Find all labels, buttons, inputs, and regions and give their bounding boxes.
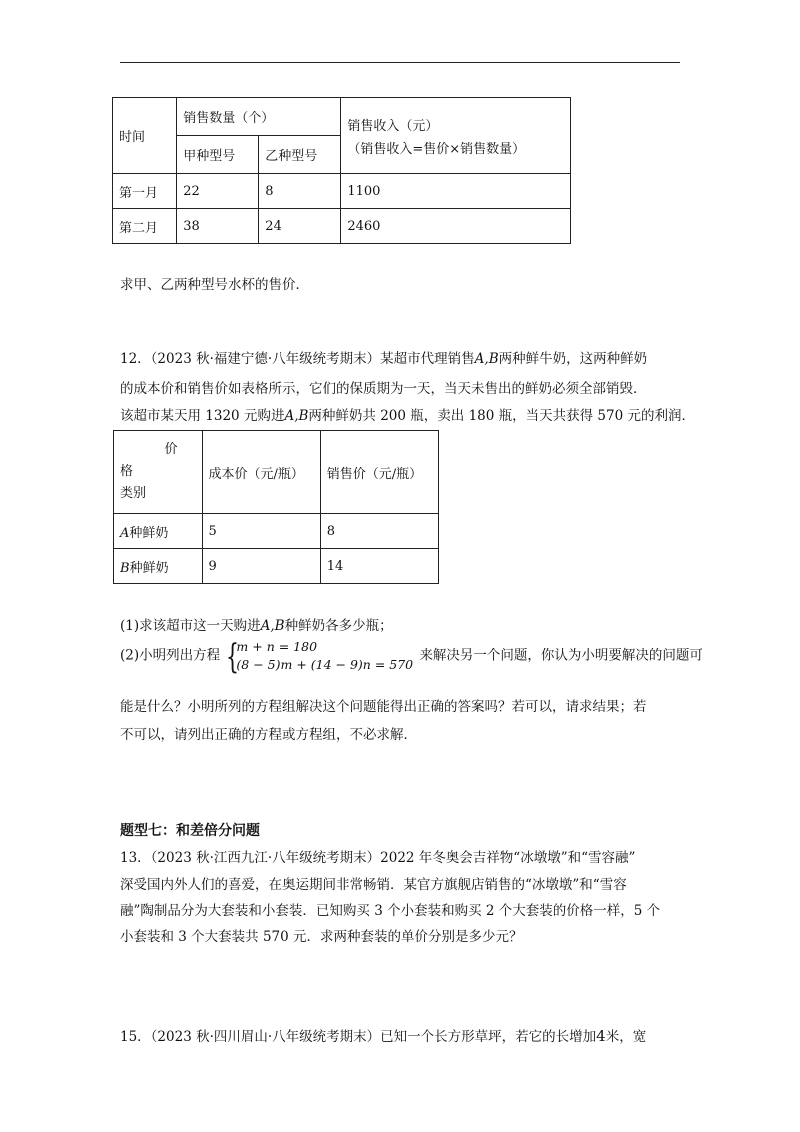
q12-sub2-line2: 能是什么？小明所列的方程组解决这个问题能得出正确的答案吗？若可以，请求结果；若 [120,699,647,715]
q12-line1: 12．（2023 秋·福建宁德·八年级统考期末）某超市代理销售A,B两种鲜牛奶，这两种鲜奶 [120,351,648,367]
header-type-a: 甲种型号 [177,136,259,174]
header-time: 时间 [113,98,177,174]
equation-system: { m + n = 180 (8 − 5)m + (14 − 9)n = 570 [226,637,414,677]
q12-sub1: (1)求该超市这一天购进A,B种鲜奶各多少瓶； [120,618,393,634]
header-quantity: 销售数量（个） [177,98,341,136]
q13-line2: 深受国内外人们的喜爱，在奥运期间非常畅销．某官方旗舰店销售的“冰墩墩”和“雪容 [120,877,627,893]
q13-line1: 13．（2023 秋·江西九江·八年级统考期末）2022 年冬奥会吉祥物“冰墩墩”和“雪容融” [120,850,636,866]
q11-question: 求甲、乙两种型号水杯的售价． [120,277,309,293]
table-row: 第一月 22 8 1100 [113,174,571,209]
q12-sub2-line3: 不可以，请列出正确的方程或方程组，不必求解． [120,727,417,743]
sales-table [112,97,571,244]
q13-line3: 融”陶制品分为大套装和小套装．已知购买 3 个小套装和购买 2 个大套装的价格一样，5 个 [120,903,661,919]
header-cost: 成本价（元/瓶） [202,431,320,514]
table-row: A种鲜奶 5 8 [114,514,439,549]
left-brace: { [226,637,240,677]
diagonal-header: 价 格 类别 [114,431,203,514]
table-row: B种鲜奶 9 14 [114,549,439,584]
header-type-b: 乙种型号 [259,136,341,174]
q12-sub2: (2)小明列出方程 { m + n = 180 (8 − 5)m + (14 − 9)n = 570 来解决另一个问题，你认为小明要解决的问题可 [120,637,703,677]
section-title: 题型七：和差倍分问题 [120,823,260,839]
q13-line4: 小套装和 3 个大套装共 570 元．求两种套装的单价分别是多少元？ [120,929,523,945]
header-price: 销售价（元/瓶） [320,431,438,514]
q12-line2: 的成本价和销售价如表格所示，它们的保质期为一天，当天未售出的鲜奶必须全部销毁． [120,381,647,397]
q12-line3: 该超市某天用 1320 元购进A,B两种鲜奶共 200 瓶，卖出 180 瓶，当天共获得 570 元的利润． [120,408,695,424]
milk-price-table [113,430,439,584]
q15-line1: 15．（2023 秋·四川眉山·八年级统考期末）已知一个长方形草坪，若它的长增加4米，宽 [120,1027,647,1045]
header-rule [120,62,680,63]
header-income: 销售收入（元） （销售收入=售价×销售数量） [341,98,571,174]
table-row: 第二月 38 24 2460 [113,209,571,244]
